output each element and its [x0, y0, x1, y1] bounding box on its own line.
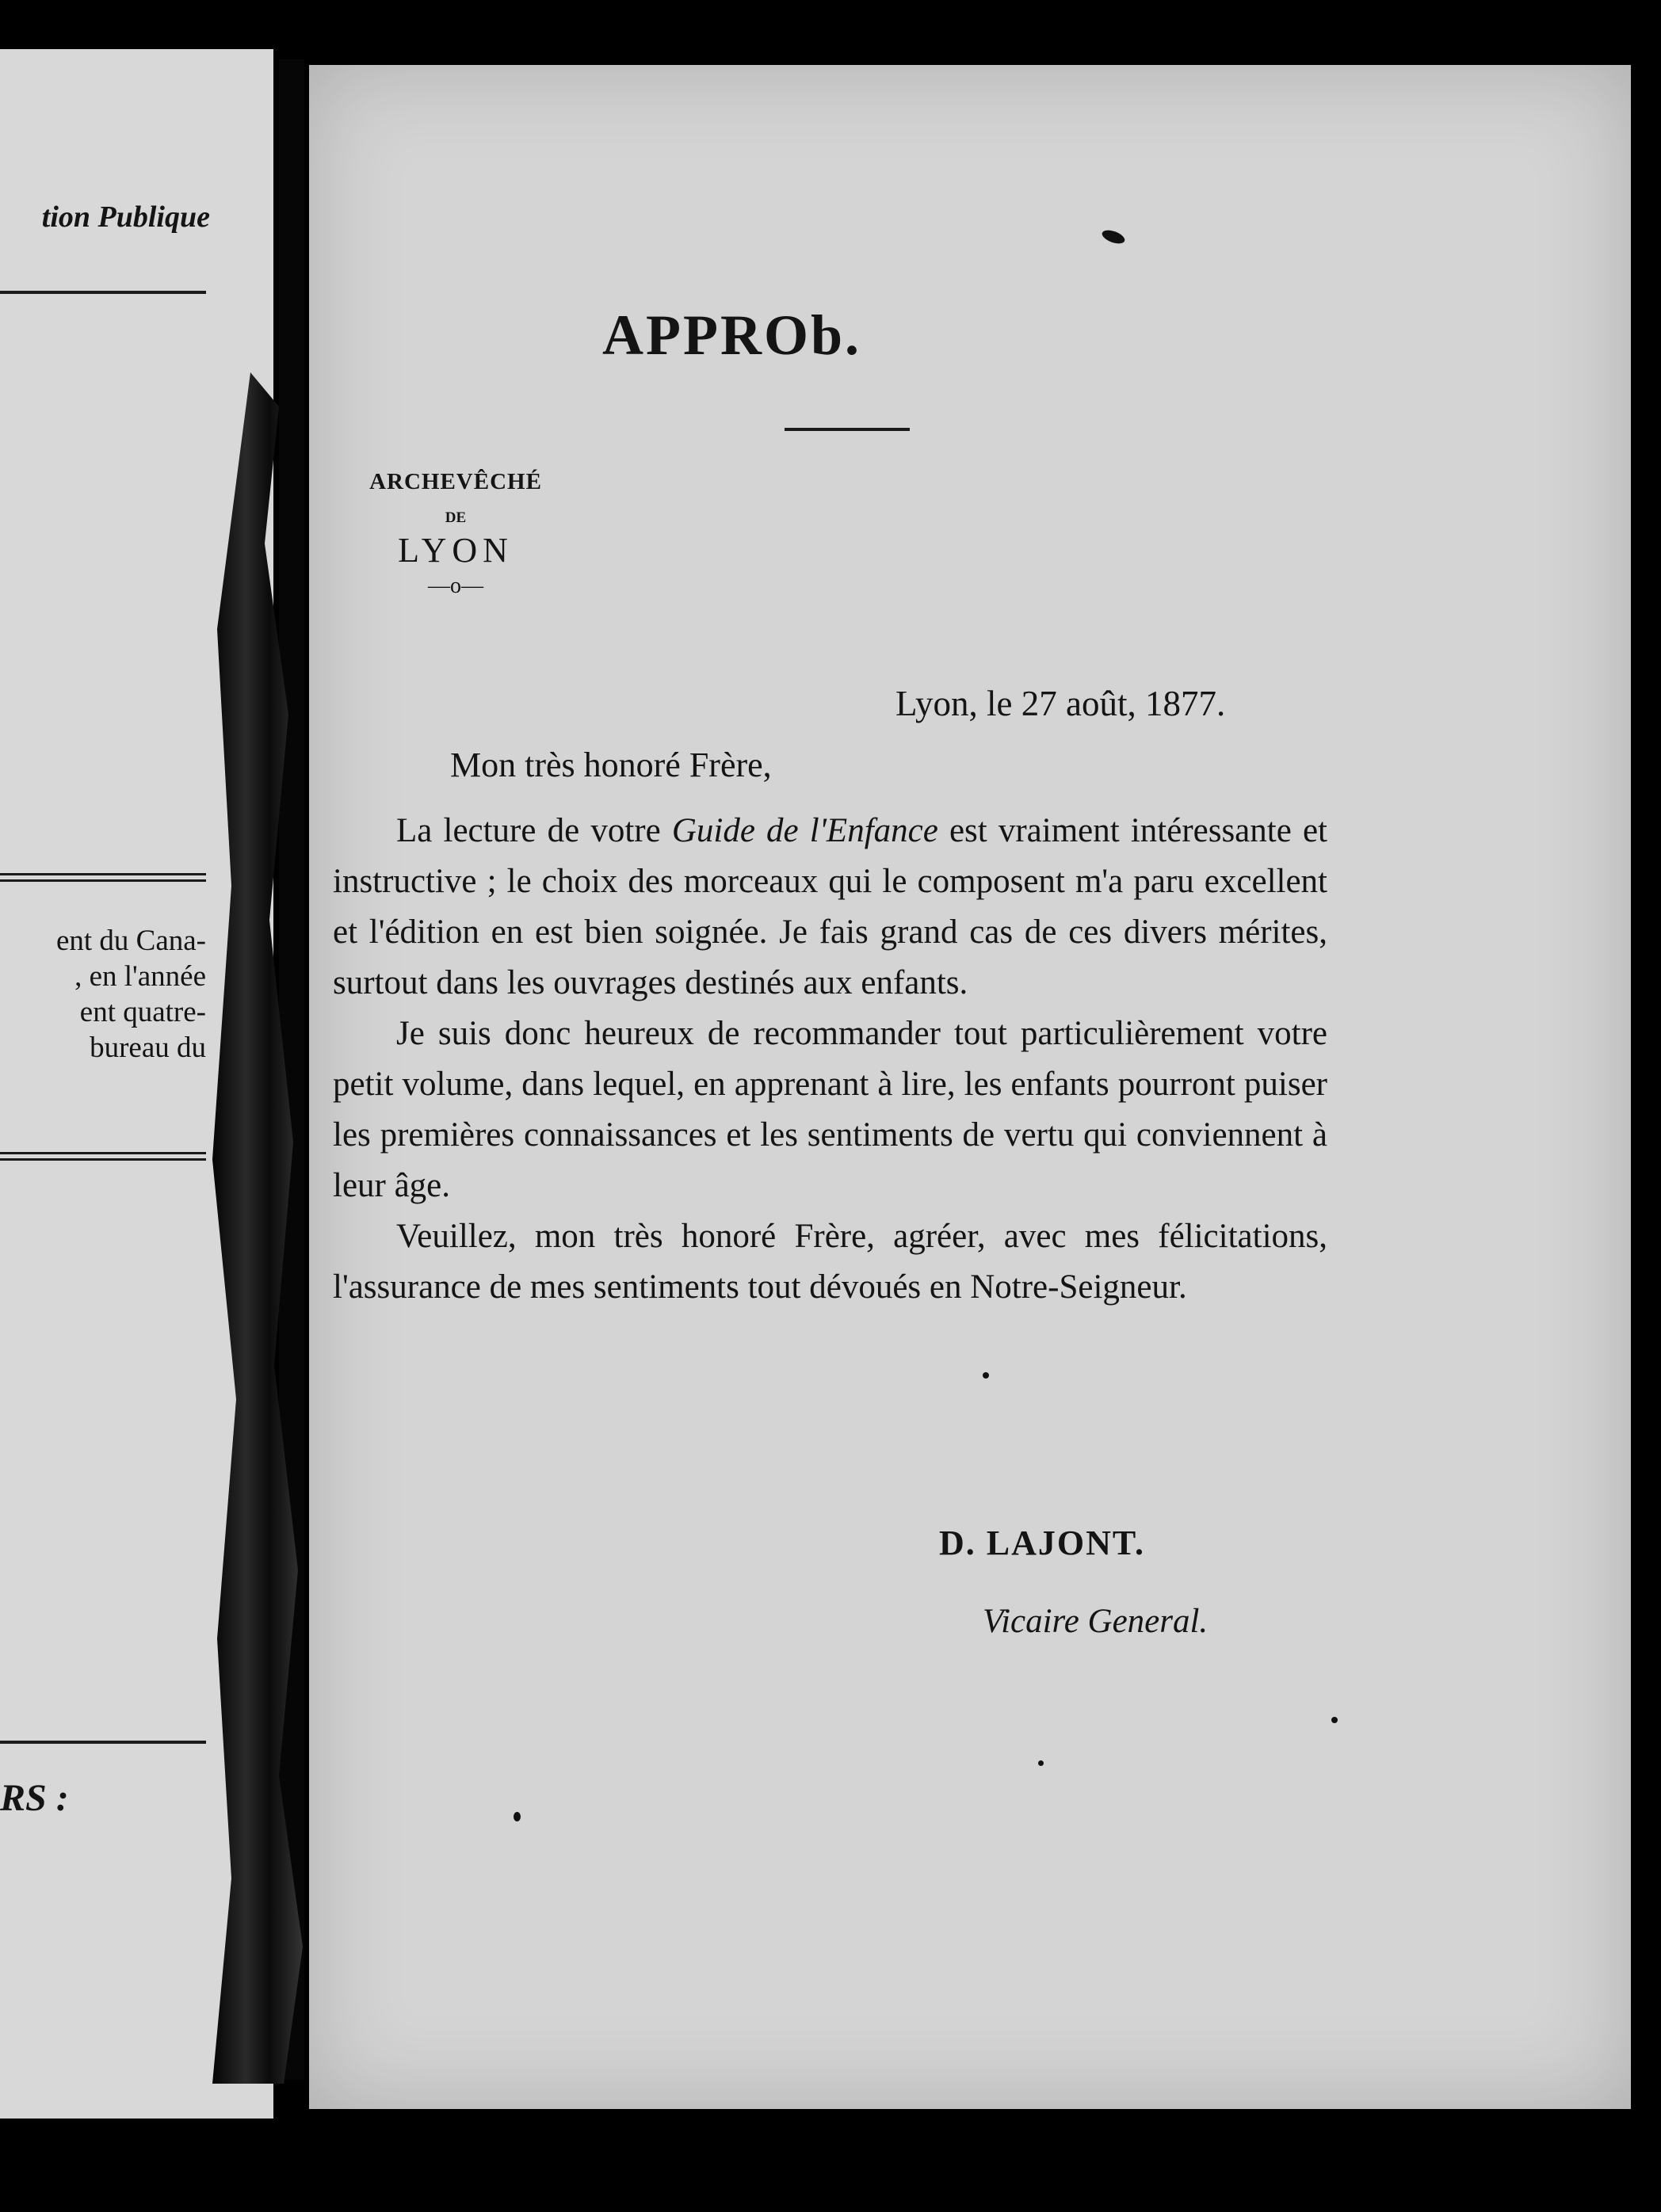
paper-speck: [1101, 227, 1127, 246]
diocese-line-de: DE: [445, 509, 467, 526]
paper-speck: [514, 1812, 521, 1821]
left-page-bottom-fragment: RS :: [0, 1777, 69, 1819]
paper-speck: [1038, 1760, 1044, 1766]
diocese-ornament: —o—: [428, 574, 483, 598]
left-page-text-line: bureau du: [90, 1032, 206, 1064]
letter-paragraph: Veuillez, mon très honoré Frère, agréer, avec mes félicitations, l'assurance de mes sentiments tout dévoués en Notre-Seigneur.: [333, 1218, 1327, 1306]
diocese-block: [341, 469, 571, 599]
left-page-text-line: , en l'année: [74, 960, 206, 993]
left-page-double-rule: [0, 1152, 206, 1161]
left-page-text-line: ent quatre-: [79, 996, 206, 1028]
left-page-text-line: ent du Cana-: [55, 925, 206, 957]
left-page-rule: [0, 1741, 206, 1744]
letter-date: Lyon, le 27 août, 1877.: [895, 684, 1226, 723]
approbation-page: [309, 65, 1631, 2109]
diocese-line-archeveche: ARCHEVÊCHÉ: [369, 469, 542, 494]
paragraph-lead: La lecture de votre: [396, 812, 672, 849]
paper-speck: [983, 1372, 989, 1379]
letter-body: [333, 806, 1327, 1313]
left-page-header: tion Publique: [41, 200, 210, 234]
paper-speck: [1331, 1717, 1338, 1723]
title-rule: [785, 428, 910, 431]
diocese-line-lyon: LYON: [398, 531, 514, 570]
page-title: APPROb.: [602, 303, 861, 367]
letter-paragraph: [333, 806, 1327, 1009]
left-page-rule: [0, 291, 206, 294]
book-title-italic: Guide de l'Enfance: [671, 812, 938, 849]
letter-salutation: Mon très honoré Frère,: [450, 746, 772, 784]
paragraph-rest: est vraiment intéressante et instructive ; le choix des morceaux qui le composent m'a paru excellent et l'édition en est bien soignée. Je fais grand cas de ces divers mérites, surtout dans les ouvrages destinés aux enfants.: [333, 812, 1327, 1001]
signature: D. LAJONT.: [939, 1524, 1145, 1562]
left-page-double-rule: [0, 873, 206, 882]
signer-title: Vicaire General.: [983, 1603, 1209, 1640]
letter-paragraph: Je suis donc heureux de recommander tout particulièrement votre petit volume, dans lequel, en apprenant à lire, les enfants pourront puiser les premières connaissances et les sentiments de vertu qui conviennent à leur âge.: [333, 1015, 1327, 1204]
